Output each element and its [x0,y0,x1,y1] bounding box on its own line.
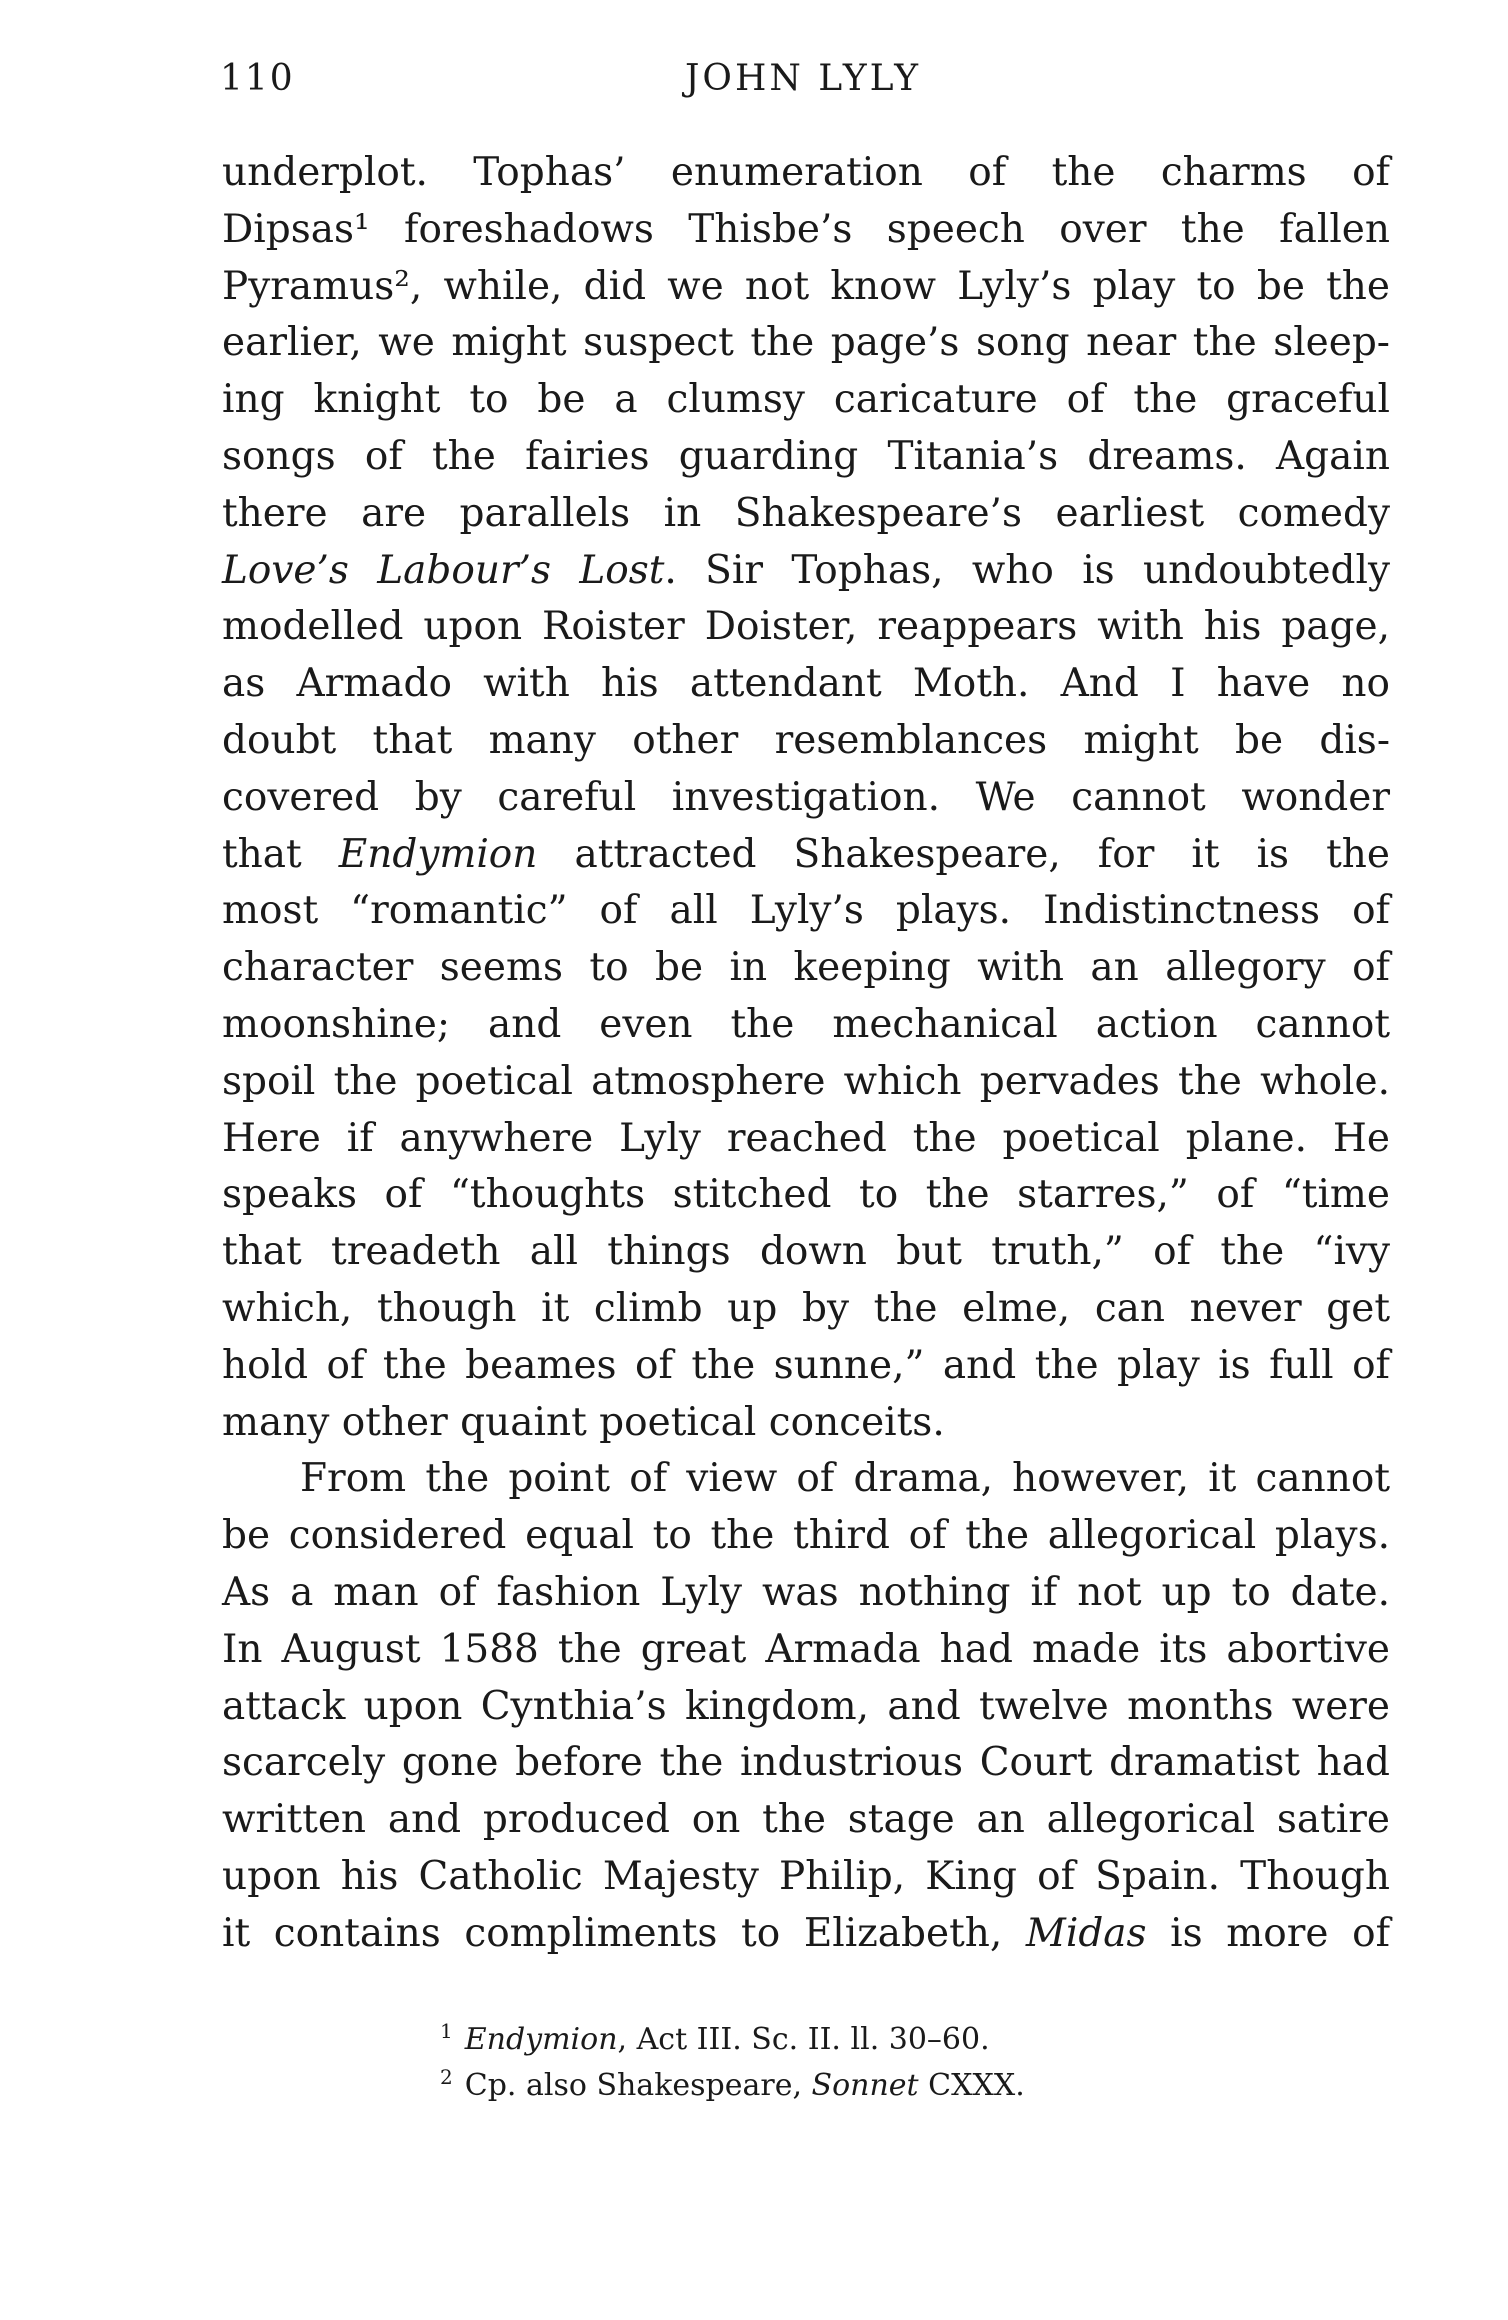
text-line: underplot. Tophas’ enumeration of the charms of [222,150,1390,195]
footnote-2 [440,2054,1240,2103]
paragraph-1 [222,145,1390,1451]
footnote-text: Cp. also Shakespeare, Sonnet CXXX. [464,2068,1025,2103]
text-line: many other quaint poetical conceits. [222,1399,945,1445]
text-line: speaks of “thoughts stitched to the starres,” of “time [222,1172,1390,1218]
running-title: JOHN LYLY [685,58,922,99]
text-line: Pyramus², while, did we not know Lyly’s play to be the [222,263,1390,309]
text-line: ing knight to be a clumsy caricature of the graceful [222,377,1390,423]
text-line: moonshine; and even the mechanical action cannot [222,1001,1390,1047]
text-line: Here if anywhere Lyly reached the poetical plane. He [222,1115,1390,1161]
footnotes [440,2008,1240,2103]
text-line: it contains compliments to Elizabeth, Midas is more of [222,1910,1390,1956]
text-line: doubt that many other resemblances might be dis- [222,717,1390,763]
paragraph-2 [222,1451,1390,1962]
text-line: scarcely gone before the industrious Court dramatist had [222,1740,1390,1786]
body-text [222,145,1390,1963]
footnote-mark: 2 [440,2065,453,2089]
text-line: which, though it climb up by the elme, can never get [222,1285,1390,1331]
text-line: written and produced on the stage an allegorical satire [222,1797,1390,1843]
text-line: spoil the poetical atmosphere which pervades the whole. [222,1058,1390,1104]
text-line: attack upon Cynthia’s kingdom, and twelve months were [222,1683,1390,1729]
text-line: modelled upon Roister Doister, reappears with his page, [222,604,1390,650]
footnote-1 [440,2008,1240,2057]
running-head [220,58,1390,108]
text-line: that Endymion attracted Shakespeare, for it is the [222,831,1390,877]
text-line: From the point of view of drama, however, it cannot [300,1456,1390,1502]
text-line: there are parallels in Shakespeare’s earliest comedy [222,490,1390,536]
text-line: Love’s Labour’s Lost. Sir Tophas, who is undoubtedly [222,547,1391,593]
text-line: songs of the fairies guarding Titania’s dreams. Again [222,433,1390,479]
text-line: most “romantic” of all Lyly’s plays. Indistinctness of [222,888,1390,934]
text-line: character seems to be in keeping with an allegory of [222,945,1390,991]
page-number: 110 [220,58,295,99]
footnote-text: Endymion, Act III. Sc. II. ll. 30–60. [464,2022,990,2057]
text-line: earlier, we might suspect the page’s song near the sleep- [222,320,1390,366]
text-line: upon his Catholic Majesty Philip, King of Spain. Though [222,1853,1390,1899]
text-line: Dipsas¹ foreshadows Thisbe’s speech over the fallen [222,206,1390,252]
text-line: be considered equal to the third of the allegorical plays. [222,1513,1390,1559]
text-line: As a man of fashion Lyly was nothing if not up to date. [222,1569,1390,1615]
text-line: covered by careful investigation. We cannot wonder [222,774,1390,820]
footnote-mark: 1 [440,2019,453,2043]
text-line: that treadeth all things down but truth,” of the “ivy [222,1229,1390,1275]
text-line: In August 1588 the great Armada had made its abortive [222,1626,1390,1672]
text-line: hold of the beames of the sunne,” and the play is full of [222,1342,1390,1388]
text-line: as Armado with his attendant Moth. And I have no [222,661,1390,707]
